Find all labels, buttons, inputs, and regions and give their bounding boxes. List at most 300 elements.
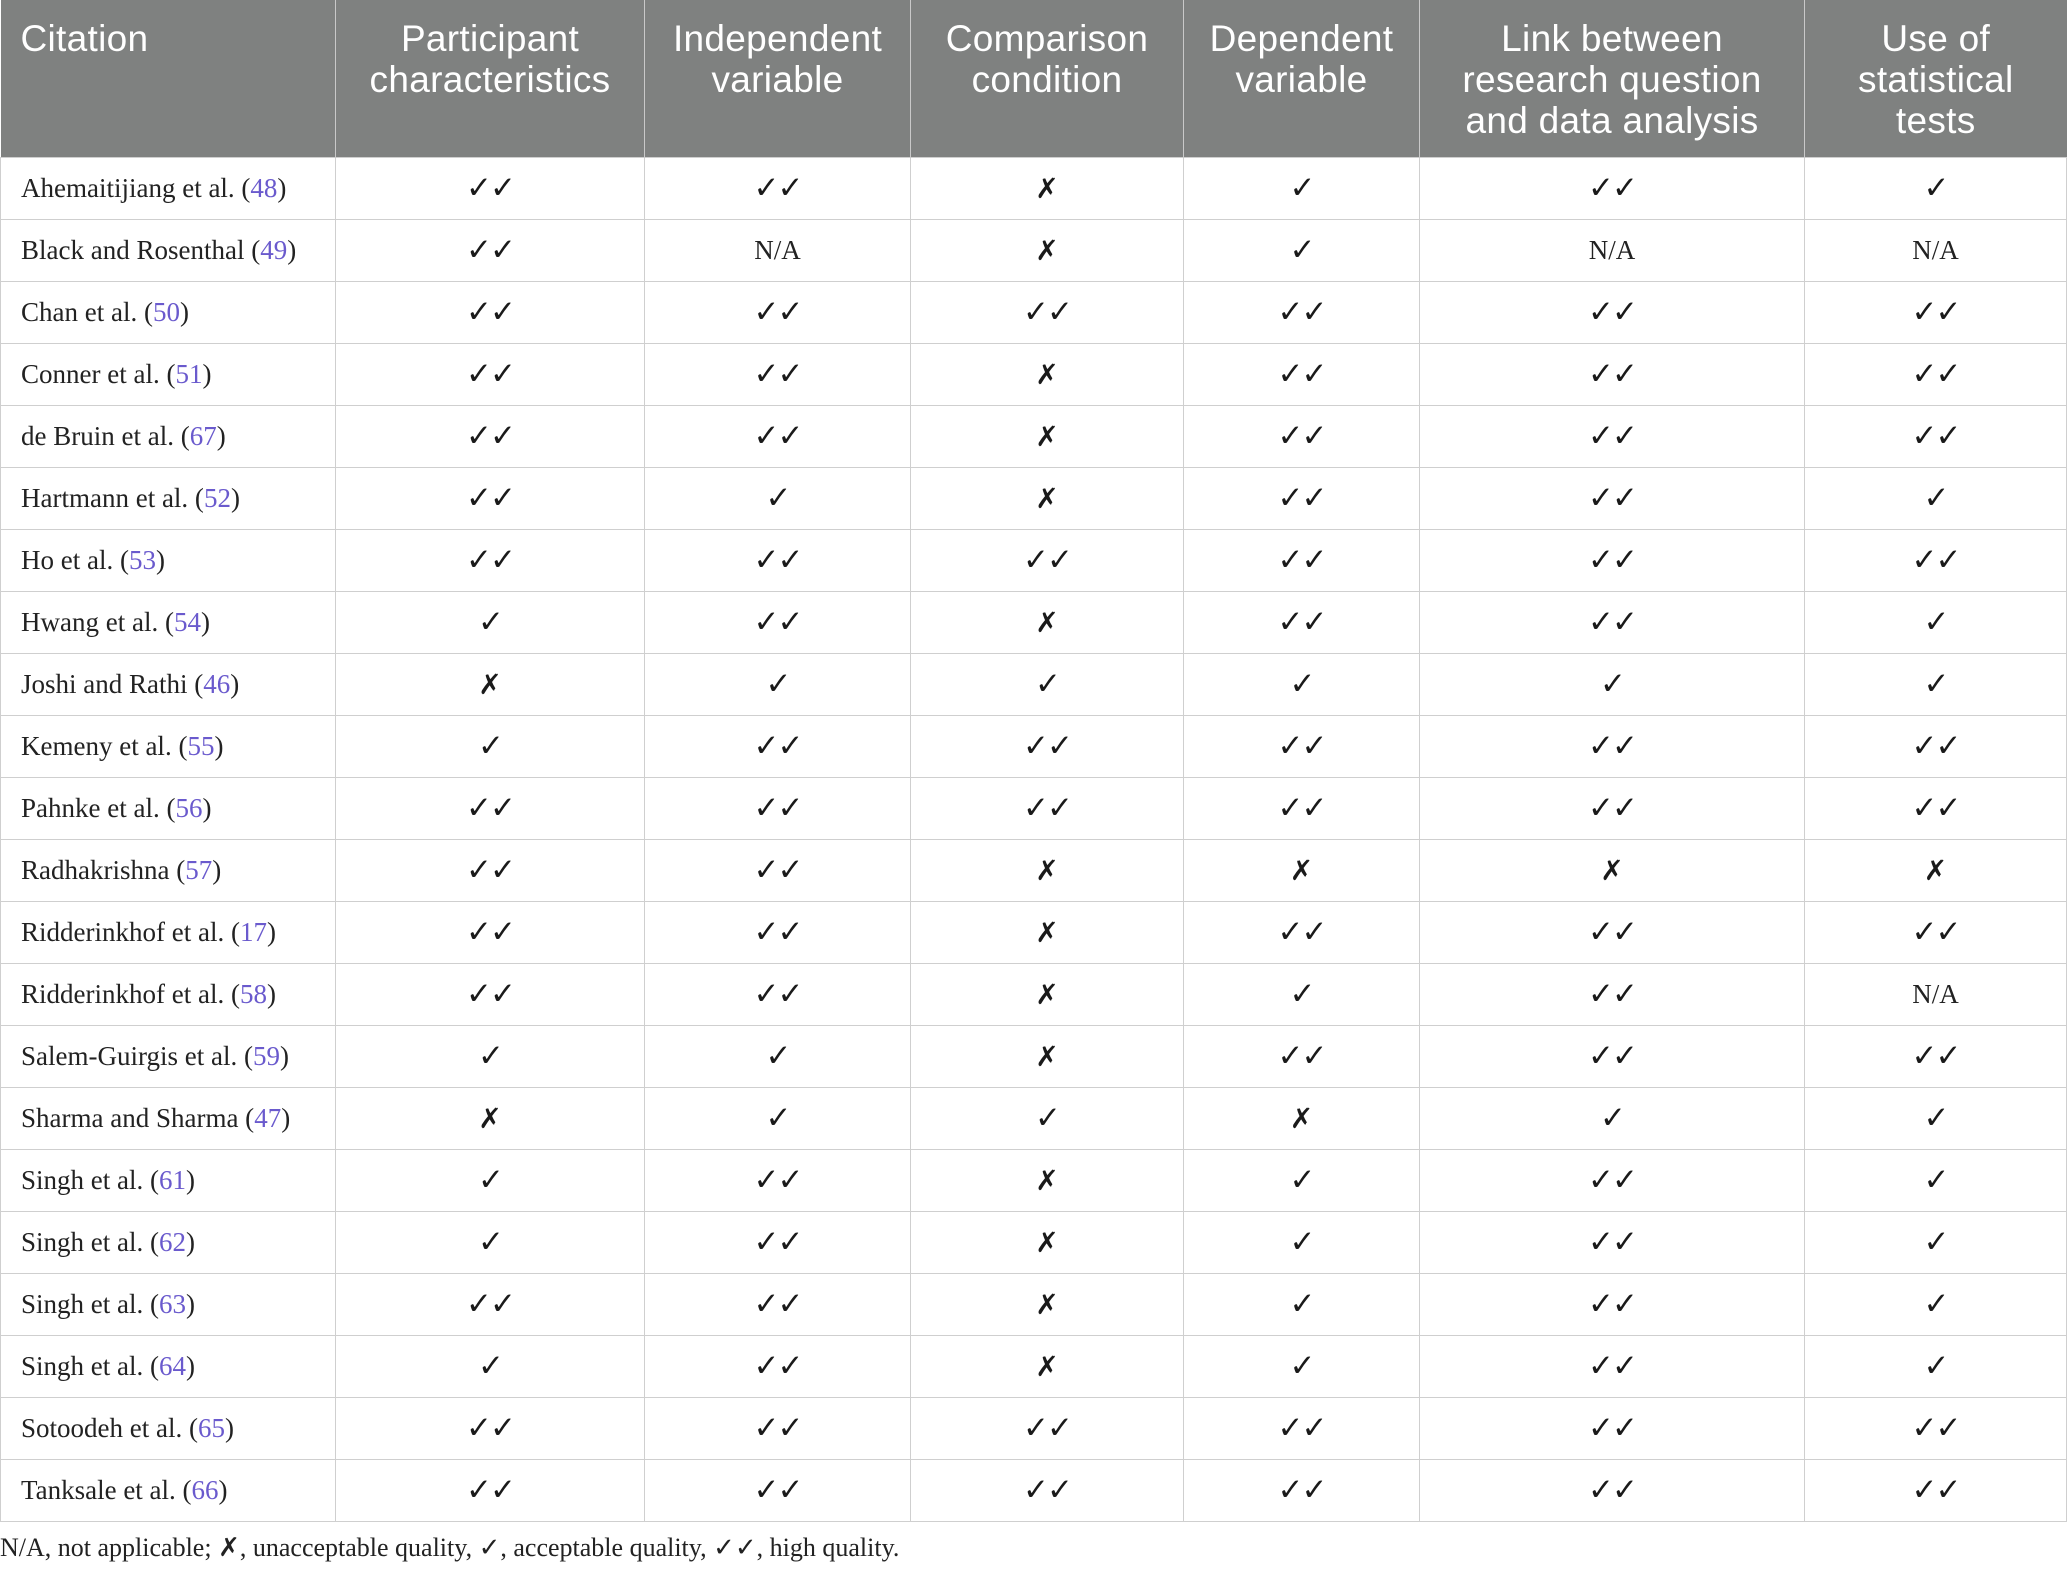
rating-cell — [645, 1273, 911, 1335]
citation-author: Ahemaitijiang et al. ( — [21, 172, 251, 203]
double-check-mark-icon: ✓✓ — [1277, 294, 1326, 330]
column-header-line: variable — [1235, 59, 1368, 100]
rating-cell — [1805, 1397, 2067, 1459]
citation-cell — [1, 529, 336, 591]
column-header — [1805, 0, 2067, 157]
double-check-mark-icon: ✓✓ — [753, 1348, 802, 1384]
rating-cell — [336, 467, 645, 529]
double-check-mark-icon: ✓✓ — [1588, 542, 1636, 578]
cross-mark-icon: ✗ — [1035, 1349, 1059, 1383]
citation-cell — [1, 1025, 336, 1087]
reference-link[interactable]: 50 — [152, 296, 180, 327]
check-mark-icon: ✓ — [1600, 666, 1624, 702]
double-check-mark-icon: ✓✓ — [753, 914, 802, 950]
double-check-mark-icon: ✓✓ — [1588, 480, 1636, 516]
citation-cell — [1, 219, 336, 281]
check-mark-icon: ✓ — [1923, 1100, 1948, 1136]
rating-cell — [645, 467, 911, 529]
rating-cell — [1184, 715, 1420, 777]
check-mark-icon: ✓ — [1923, 1224, 1948, 1260]
rating-cell — [336, 591, 645, 653]
double-check-mark-icon: ✓✓ — [1277, 790, 1326, 826]
rating-cell — [336, 1459, 645, 1521]
reference-link[interactable]: 51 — [175, 358, 203, 389]
rating-cell — [1805, 1335, 2067, 1397]
double-check-mark-icon: ✓✓ — [1588, 1472, 1636, 1508]
rating-cell — [1184, 1211, 1420, 1273]
double-check-mark-icon: ✓✓ — [1588, 1286, 1636, 1322]
cross-mark-icon: ✗ — [1035, 419, 1059, 453]
footnote-cross: , unacceptable quality, — [239, 1533, 479, 1562]
rating-cell — [1184, 839, 1420, 901]
citation-close-paren: ) — [287, 234, 297, 265]
rating-cell — [911, 963, 1184, 1025]
reference-link[interactable]: 17 — [239, 916, 267, 947]
rating-cell — [1805, 839, 2067, 901]
double-check-mark-icon: ✓✓ — [1277, 728, 1326, 764]
citation-close-paren: ) — [281, 1102, 291, 1133]
cross-mark-icon: ✗ — [1035, 481, 1059, 515]
reference-link[interactable]: 54 — [173, 606, 201, 637]
rating-cell — [1805, 653, 2067, 715]
citation-cell — [1, 281, 336, 343]
rating-cell — [1420, 157, 1805, 219]
not-applicable-text: N/A — [1588, 234, 1636, 265]
check-mark-icon: ✓ — [478, 1224, 502, 1260]
rating-cell — [1420, 1397, 1805, 1459]
rating-cell — [336, 1273, 645, 1335]
citation-close-paren: ) — [230, 668, 240, 699]
double-check-mark-icon: ✓✓ — [1277, 480, 1326, 516]
check-mark-icon: ✓ — [1923, 1348, 1948, 1384]
check-mark-icon: ✓ — [765, 480, 790, 516]
reference-link[interactable]: 62 — [158, 1226, 186, 1257]
check-mark-icon: ✓ — [1923, 666, 1948, 702]
check-mark-icon: ✓ — [1923, 604, 1948, 640]
rating-cell — [645, 219, 911, 281]
reference-link[interactable]: 57 — [185, 854, 213, 885]
citation-close-paren: ) — [216, 420, 226, 451]
rating-cell — [911, 529, 1184, 591]
double-check-mark-icon: ✓✓ — [753, 356, 802, 392]
double-check-mark-icon: ✓✓ — [753, 418, 802, 454]
table-row — [1, 1335, 2067, 1397]
table-row — [1, 343, 2067, 405]
double-check-mark-icon: ✓✓ — [466, 1472, 514, 1508]
check-mark-icon: ✓ — [478, 604, 502, 640]
table-row — [1, 1149, 2067, 1211]
table-row — [1, 777, 2067, 839]
double-check-mark-icon: ✓✓ — [1911, 1472, 1960, 1508]
rating-cell — [645, 281, 911, 343]
citation-author: Ridderinkhof et al. ( — [21, 916, 240, 947]
check-mark-icon: ✓ — [1923, 480, 1948, 516]
citation-cell — [1, 157, 336, 219]
double-check-mark-icon: ✓✓ — [466, 232, 514, 268]
rating-cell — [911, 1397, 1184, 1459]
column-header — [1184, 0, 1420, 157]
double-check-mark-icon: ✓✓ — [1588, 1348, 1636, 1384]
double-check-mark-icon: ✓✓ — [1277, 1410, 1326, 1446]
reference-link[interactable]: 63 — [158, 1288, 186, 1319]
rating-cell — [336, 777, 645, 839]
column-header — [336, 0, 645, 157]
table-row — [1, 281, 2067, 343]
double-check-mark-icon: ✓✓ — [1911, 914, 1960, 950]
table-row — [1, 839, 2067, 901]
double-check-mark-icon: ✓✓ — [466, 1286, 514, 1322]
rating-cell — [645, 157, 911, 219]
rating-cell — [1805, 157, 2067, 219]
rating-cell — [1420, 343, 1805, 405]
table-row — [1, 715, 2067, 777]
double-check-mark-icon: ✓✓ — [753, 1472, 802, 1508]
reference-link[interactable]: 66 — [191, 1474, 219, 1505]
rating-cell — [1420, 529, 1805, 591]
reference-link[interactable]: 47 — [254, 1102, 282, 1133]
double-check-mark-icon: ✓✓ — [466, 294, 514, 330]
double-check-mark-icon: ✓✓ — [753, 728, 802, 764]
citation-author: Singh et al. ( — [21, 1226, 159, 1257]
reference-link[interactable]: 58 — [239, 978, 267, 1009]
table-row — [1, 1025, 2067, 1087]
reference-link[interactable]: 53 — [128, 544, 156, 575]
rating-cell — [645, 653, 911, 715]
rating-cell — [1420, 715, 1805, 777]
citation-cell — [1, 1397, 336, 1459]
rating-cell — [911, 343, 1184, 405]
citation-author: Chan et al. ( — [21, 296, 153, 327]
citation-close-paren: ) — [214, 730, 224, 761]
rating-cell — [1420, 1273, 1805, 1335]
rating-cell — [1420, 1087, 1805, 1149]
reference-link[interactable]: 55 — [187, 730, 215, 761]
citation-cell — [1, 1273, 336, 1335]
column-header-line: Independent — [672, 18, 883, 59]
citation-close-paren: ) — [155, 544, 165, 575]
rating-cell — [911, 219, 1184, 281]
double-check-mark-icon: ✓✓ — [1277, 1038, 1326, 1074]
rating-cell — [336, 529, 645, 591]
rating-cell — [1184, 591, 1420, 653]
column-header — [645, 0, 911, 157]
rating-cell — [1805, 343, 2067, 405]
citation-author: Tanksale et al. ( — [21, 1474, 192, 1505]
rating-cell — [1805, 405, 2067, 467]
citation-author: Ridderinkhof et al. ( — [21, 978, 240, 1009]
double-check-mark-icon: ✓✓ — [1588, 1162, 1636, 1198]
citation-close-paren: ) — [185, 1288, 195, 1319]
check-mark-icon: ✓ — [765, 666, 790, 702]
rating-cell — [336, 1025, 645, 1087]
cross-mark-icon: ✗ — [1035, 1287, 1059, 1321]
table-row — [1, 529, 2067, 591]
rating-cell — [1805, 1459, 2067, 1521]
column-header-line: variable — [711, 59, 844, 100]
citation-close-paren: ) — [218, 1474, 228, 1505]
rating-cell — [1184, 1335, 1420, 1397]
rating-cell — [911, 405, 1184, 467]
rating-cell — [911, 901, 1184, 963]
rating-cell — [1805, 219, 2067, 281]
rating-cell — [645, 715, 911, 777]
rating-cell — [645, 1459, 911, 1521]
column-header — [1, 0, 336, 157]
rating-cell — [911, 157, 1184, 219]
double-check-mark-icon: ✓✓ — [1023, 1410, 1071, 1446]
rating-cell — [1420, 653, 1805, 715]
citation-cell — [1, 901, 336, 963]
citation-cell — [1, 1459, 336, 1521]
double-check-mark-icon: ✓✓ — [466, 914, 514, 950]
double-check-mark-icon: ✓✓ — [1277, 914, 1326, 950]
double-check-mark-icon: ✓✓ — [1588, 170, 1636, 206]
double-check-mark-icon: ✓✓ — [1588, 1224, 1636, 1260]
footnote-double: , high quality. — [756, 1533, 900, 1562]
rating-cell — [1184, 219, 1420, 281]
rating-cell — [911, 1459, 1184, 1521]
rating-cell — [911, 653, 1184, 715]
double-check-mark-icon: ✓✓ — [1911, 790, 1960, 826]
column-header-line: statistical — [1858, 59, 2014, 100]
citation-close-paren: ) — [185, 1164, 195, 1195]
rating-cell — [336, 653, 645, 715]
rating-cell — [1420, 1459, 1805, 1521]
double-check-mark-icon: ✓✓ — [1023, 294, 1071, 330]
rating-cell — [1805, 901, 2067, 963]
double-check-mark-icon: ✓✓ — [1023, 728, 1071, 764]
rating-cell — [1805, 529, 2067, 591]
citation-close-paren: ) — [224, 1412, 234, 1443]
column-header-line: Link between — [1501, 18, 1723, 59]
not-applicable-text: N/A — [754, 234, 801, 265]
reference-link[interactable]: 65 — [197, 1412, 225, 1443]
citation-close-paren: ) — [266, 916, 276, 947]
double-check-mark-icon: ✓✓ — [1588, 790, 1636, 826]
check-mark-icon: ✓ — [1035, 666, 1059, 702]
citation-author: Sotoodeh et al. ( — [21, 1412, 198, 1443]
rating-cell — [911, 777, 1184, 839]
cross-mark-icon: ✗ — [218, 1533, 240, 1563]
reference-link[interactable]: 64 — [158, 1350, 186, 1381]
check-mark-icon: ✓ — [478, 1038, 502, 1074]
rating-cell — [1805, 591, 2067, 653]
citation-author: Joshi and Rathi ( — [21, 668, 204, 699]
reference-link[interactable]: 61 — [158, 1164, 186, 1195]
double-check-mark-icon: ✓✓ — [1277, 356, 1326, 392]
citation-close-paren: ) — [185, 1350, 195, 1381]
cross-mark-icon: ✗ — [1289, 853, 1314, 887]
rating-cell — [1420, 467, 1805, 529]
check-mark-icon: ✓ — [1923, 170, 1948, 206]
rating-cell — [1805, 777, 2067, 839]
check-mark-icon: ✓ — [1923, 1286, 1948, 1322]
citation-close-paren: ) — [179, 296, 189, 327]
double-check-mark-icon: ✓✓ — [466, 542, 514, 578]
rating-cell — [1184, 1087, 1420, 1149]
not-applicable-text: N/A — [1912, 978, 1959, 1009]
citation-cell — [1, 777, 336, 839]
check-mark-icon: ✓ — [1289, 1348, 1314, 1384]
rating-cell — [645, 1211, 911, 1273]
table-row — [1, 1273, 2067, 1335]
rating-cell — [1805, 715, 2067, 777]
rating-cell — [645, 343, 911, 405]
rating-cell — [1420, 219, 1805, 281]
column-header-line: condition — [971, 59, 1123, 100]
rating-cell — [645, 1397, 911, 1459]
citation-author: Conner et al. ( — [21, 358, 176, 389]
double-check-mark-icon: ✓✓ — [753, 542, 802, 578]
column-header-line: research question — [1462, 59, 1762, 100]
double-check-mark-icon: ✓✓ — [1023, 1472, 1071, 1508]
rating-cell — [911, 715, 1184, 777]
double-check-mark-icon: ✓✓ — [753, 170, 802, 206]
rating-cell — [645, 963, 911, 1025]
rating-cell — [1184, 1149, 1420, 1211]
rating-cell — [336, 963, 645, 1025]
citation-author: Singh et al. ( — [21, 1288, 159, 1319]
table-footnote — [0, 1533, 899, 1563]
rating-cell — [1184, 405, 1420, 467]
citation-cell — [1, 405, 336, 467]
reference-link[interactable]: 56 — [175, 792, 203, 823]
header-row — [1, 0, 2067, 157]
table-row — [1, 1211, 2067, 1273]
rating-cell — [336, 343, 645, 405]
table-row — [1, 1459, 2067, 1521]
double-check-mark-icon: ✓✓ — [1277, 542, 1326, 578]
rating-cell — [1420, 405, 1805, 467]
rating-cell — [1184, 653, 1420, 715]
rating-cell — [1420, 591, 1805, 653]
rating-cell — [1805, 1087, 2067, 1149]
rating-cell — [911, 1335, 1184, 1397]
rating-cell — [1420, 963, 1805, 1025]
citation-close-paren: ) — [185, 1226, 195, 1257]
cross-mark-icon: ✗ — [1600, 853, 1624, 887]
rating-cell — [911, 281, 1184, 343]
footnote-check: , acceptable quality, — [500, 1533, 714, 1562]
double-check-mark-icon: ✓✓ — [1911, 542, 1960, 578]
table-row — [1, 405, 2067, 467]
citation-close-paren: ) — [266, 978, 276, 1009]
citation-cell — [1, 467, 336, 529]
double-check-mark-icon: ✓✓ — [1588, 728, 1636, 764]
citation-close-paren: ) — [277, 172, 287, 203]
reference-link[interactable]: 46 — [203, 668, 231, 699]
rating-cell — [336, 1087, 645, 1149]
rating-cell — [1184, 777, 1420, 839]
double-check-mark-icon: ✓✓ — [753, 852, 802, 888]
table-row — [1, 653, 2067, 715]
cross-mark-icon: ✗ — [1035, 233, 1059, 267]
column-header-line: Dependent — [1209, 18, 1394, 59]
check-mark-icon: ✓ — [1923, 1162, 1948, 1198]
rating-cell — [336, 219, 645, 281]
rating-cell — [336, 281, 645, 343]
table-row — [1, 157, 2067, 219]
rating-cell — [1184, 1273, 1420, 1335]
rating-cell — [1420, 777, 1805, 839]
citation-cell — [1, 1087, 336, 1149]
table-row — [1, 901, 2067, 963]
check-mark-icon: ✓ — [1289, 666, 1314, 702]
table-row — [1, 591, 2067, 653]
rating-cell — [1805, 963, 2067, 1025]
rating-cell — [645, 1149, 911, 1211]
citation-author: Kemeny et al. ( — [21, 730, 188, 761]
double-check-mark-icon: ✓✓ — [753, 294, 802, 330]
table-body — [1, 157, 2067, 1521]
check-mark-icon: ✓ — [478, 728, 502, 764]
rating-cell — [911, 1087, 1184, 1149]
reference-link[interactable]: 67 — [189, 420, 217, 451]
rating-cell — [1184, 963, 1420, 1025]
column-header-line: characteristics — [369, 59, 611, 100]
reference-link[interactable]: 48 — [250, 172, 278, 203]
cross-mark-icon: ✗ — [1035, 977, 1059, 1011]
rating-cell — [911, 839, 1184, 901]
column-header-line: and data analysis — [1465, 100, 1759, 141]
double-check-mark-icon: ✓✓ — [1588, 976, 1636, 1012]
reference-link[interactable]: 52 — [203, 482, 231, 513]
column-header-line: Use of — [1881, 18, 1991, 59]
double-check-mark-icon: ✓✓ — [753, 1410, 802, 1446]
citation-author: de Bruin et al. ( — [21, 420, 190, 451]
double-check-mark-icon: ✓✓ — [1588, 1038, 1636, 1074]
check-mark-icon: ✓ — [1289, 1286, 1314, 1322]
citation-cell — [1, 839, 336, 901]
citation-cell — [1, 591, 336, 653]
rating-cell — [1184, 343, 1420, 405]
rating-cell — [1805, 1149, 2067, 1211]
citation-cell — [1, 1149, 336, 1211]
check-mark-icon: ✓ — [1289, 170, 1314, 206]
citation-author: Sharma and Sharma ( — [21, 1102, 255, 1133]
rating-cell — [1805, 1211, 2067, 1273]
cross-mark-icon: ✗ — [1035, 1225, 1059, 1259]
reference-link[interactable]: 59 — [252, 1040, 280, 1071]
rating-cell — [1805, 467, 2067, 529]
check-mark-icon: ✓ — [478, 1533, 501, 1563]
double-check-mark-icon: ✓✓ — [466, 480, 514, 516]
double-check-mark-icon: ✓✓ — [1277, 418, 1326, 454]
citation-cell — [1, 343, 336, 405]
rating-cell — [336, 157, 645, 219]
rating-cell — [1805, 1273, 2067, 1335]
rating-cell — [645, 839, 911, 901]
rating-cell — [1805, 281, 2067, 343]
cross-mark-icon: ✗ — [1289, 1101, 1314, 1135]
citation-close-paren: ) — [212, 854, 222, 885]
double-check-mark-icon: ✓✓ — [753, 976, 802, 1012]
citation-cell — [1, 1335, 336, 1397]
cross-mark-icon: ✗ — [1035, 605, 1059, 639]
rating-cell — [1184, 1397, 1420, 1459]
citation-cell — [1, 715, 336, 777]
citation-author: Black and Rosenthal ( — [21, 234, 261, 265]
rating-cell — [1184, 529, 1420, 591]
double-check-mark-icon: ✓✓ — [1588, 1410, 1636, 1446]
check-mark-icon: ✓ — [1035, 1100, 1059, 1136]
check-mark-icon: ✓ — [478, 1162, 502, 1198]
reference-link[interactable]: 49 — [260, 234, 288, 265]
rating-cell — [1184, 467, 1420, 529]
double-check-mark-icon: ✓✓ — [1588, 418, 1636, 454]
rating-cell — [645, 591, 911, 653]
citation-close-paren: ) — [202, 358, 212, 389]
